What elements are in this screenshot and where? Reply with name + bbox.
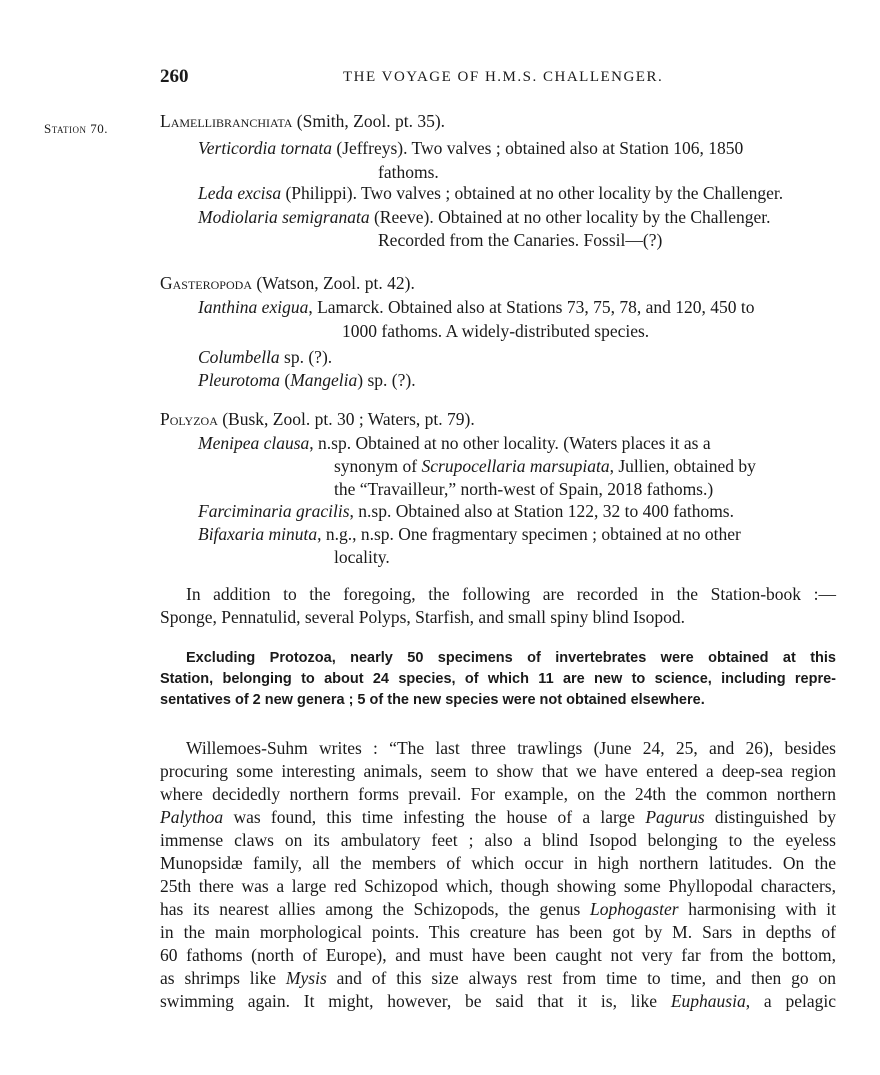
taxon-name: Pagurus	[645, 807, 705, 827]
group-ref: (Watson, Zool. pt. 42).	[251, 273, 415, 293]
species-entry	[198, 523, 741, 545]
narrative-line: 60 fathoms (north of Europe), and must have been caught not very far from the bottom,	[160, 945, 836, 965]
narrative-line: immense claws on its ambulatory feet ; also a blind Isopod belonging to the eyeless	[160, 830, 836, 850]
page-number: 260	[160, 66, 189, 87]
narrative-line: procuring some interesting animals, seem to show that we have entered a deep-sea region	[160, 761, 836, 781]
text-run: , a pelagic	[745, 991, 836, 1011]
narrative-line	[160, 990, 836, 1012]
taxon-name: Lophogaster	[590, 899, 679, 919]
species-note: , n.g., n.sp. One fragmentary specimen ; obtained at no other	[317, 524, 741, 544]
species-entry	[198, 137, 743, 159]
text-run: and of this size always rest from time to time, and then go on	[326, 968, 836, 988]
text-run: distinguished by	[704, 807, 836, 827]
group-ref: (Smith, Zool. pt. 35).	[292, 111, 446, 131]
species-note: (	[279, 370, 291, 390]
species-name: Columbella	[198, 347, 280, 367]
species-note: (Philippi). Two valves ; obtained at no other locality by the Challenger.	[281, 183, 784, 203]
species-name: Modiolaria semigranata	[198, 207, 370, 227]
group-ref: (Busk, Zool. pt. 30 ; Waters, pt. 79).	[217, 409, 475, 429]
species-name: Leda excisa	[198, 183, 282, 203]
group-name: Lamellibranchiata	[160, 111, 293, 131]
note-text: , Jullien, obtained by	[609, 456, 756, 476]
summary-line: sentatives of 2 new genera ; 5 of the new species were not obtained elsewhere.	[160, 692, 705, 708]
species-entry	[198, 206, 771, 228]
text-run: has its nearest allies among the Schizopods, the genus	[160, 899, 591, 919]
species-entry	[198, 296, 755, 318]
species-entry	[198, 346, 332, 368]
narrative-line	[160, 967, 836, 989]
narrative-line: in the main morphological points. This creature has been got by M. Sars in depths of	[160, 922, 836, 942]
species-note: ) sp. (?).	[357, 370, 416, 390]
species-note: , Lamarck. Obtained also at Stations 73, 75, 78, and 120, 450 to	[308, 297, 755, 317]
species-note: (Jeffreys). Two valves ; obtained also at Station 106, 1850	[332, 138, 744, 158]
note-text: synonym of	[334, 456, 422, 476]
station-label: Station 70.	[44, 121, 109, 136]
species-note-continued: 1000 fathoms. A widely-distributed species.	[342, 321, 650, 341]
taxon-name: Mysis	[285, 968, 327, 988]
species-name: Bifaxaria minuta	[198, 524, 318, 544]
narrative-line: Willemoes-Suhm writes : “The last three trawlings (June 24, 25, and 26), besides	[186, 738, 836, 758]
species-name: Pleurotoma	[198, 370, 280, 390]
species-entry	[198, 432, 711, 454]
species-note: (Reeve). Obtained at no other locality by the Challenger.	[369, 207, 771, 227]
taxon-name: Palythoa	[160, 807, 224, 827]
narrative-line: where decidedly northern forms prevail. For example, on the 24th the common northern	[160, 784, 836, 804]
group-name: Gasteropoda	[160, 273, 252, 293]
species-note: sp. (?).	[279, 347, 333, 367]
species-note-continued: the “Travailleur,” north-west of Spain, 2018 fathoms.)	[334, 479, 714, 499]
species-note-continued	[334, 455, 756, 477]
running-title: THE VOYAGE OF H.M.S. CHALLENGER.	[343, 69, 664, 85]
species-note: , n.sp. Obtained at no other locality. (Waters places it as a	[309, 433, 711, 453]
summary-line: Excluding Protozoa, nearly 50 specimens of invertebrates were obtained at this	[186, 650, 836, 666]
species-entry	[198, 500, 734, 522]
summary-line: Station, belonging to about 24 species, of which 11 are new to science, including repre-	[160, 671, 836, 687]
text-run: swimming again. It might, however, be said that it is, like	[160, 991, 671, 1011]
species-name: Menipea clausa	[198, 433, 310, 453]
taxon-name: Euphausia	[670, 991, 746, 1011]
species-note: , n.sp. Obtained also at Station 122, 32 to 400 fathoms.	[349, 501, 734, 521]
species-name: Farciminaria gracilis	[198, 501, 350, 521]
group-name: Polyzoa	[160, 409, 218, 429]
station-book-line: Sponge, Pennatulid, several Polyps, Starfish, and small spiny blind Isopod.	[160, 607, 685, 627]
species-subgenus: Mangelia	[290, 370, 358, 390]
narrative-line	[160, 806, 836, 828]
group-heading-polyzoa	[160, 408, 475, 430]
group-heading-lamellibranchiata	[160, 110, 445, 132]
group-heading-gasteropoda	[160, 272, 415, 294]
species-entry	[198, 369, 416, 391]
species-note-continued: locality.	[334, 547, 390, 567]
narrative-line	[160, 898, 836, 920]
species-name: Ianthina exigua	[198, 297, 309, 317]
species-entry	[198, 182, 783, 204]
narrative-line: 25th there was a large red Schizopod which, though showing some Phyllopodal characters,	[160, 876, 836, 896]
text-run: as shrimps like	[160, 968, 286, 988]
station-book-line: In addition to the foregoing, the following are recorded in the Station-book :—	[186, 584, 836, 604]
text-run: harmonising with it	[678, 899, 836, 919]
species-note-continued: Recorded from the Canaries. Fossil—(?)	[378, 230, 663, 250]
text-run: was found, this time infesting the house of a large	[223, 807, 646, 827]
species-name: Verticordia tornata	[198, 138, 333, 158]
narrative-line: Munopsidæ family, all the members of which occur in high northern latitudes. On the	[160, 853, 836, 873]
species-note-continued: fathoms.	[378, 162, 439, 182]
species-name: Scrupocellaria marsupiata	[421, 456, 610, 476]
